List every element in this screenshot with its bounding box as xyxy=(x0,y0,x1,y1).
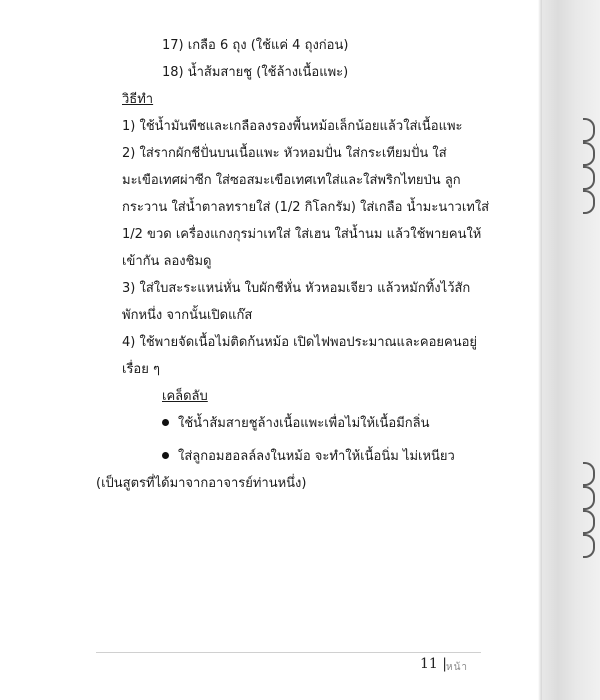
method-line: 2) ใส่รากผักชีปั่นบนเนื้อแพะ หัวหอมปั่น ใส่กระเทียมปั่น ใส่ xyxy=(122,146,447,161)
ingredient-17: 17) เกลือ 6 ถุง (ใช้แค่ 4 ถุงก่อน) xyxy=(162,38,349,53)
method-line: พักหนึ่ง จากนั้นเปิดแก๊ส xyxy=(122,308,253,323)
ingredient-18: 18) น้ำส้มสายชู (ใช้ล้างเนื้อแพะ) xyxy=(162,65,349,80)
footer-divider xyxy=(96,652,481,653)
method-heading: วิธีทำ xyxy=(122,92,154,107)
method-line: เรื่อย ๆ xyxy=(122,362,160,377)
method-line: 3) ใส่ใบสะระแหน่หั่น ใบผักชีหั่น หัวหอมเจียว แล้วหมักทิ้งไว้สัก xyxy=(122,281,471,296)
method-line: 4) ใช้พายจัดเนื้อไม่ติดก้นหม้อ เปิดไฟพอประมาณและคอยคนอยู่ xyxy=(122,335,478,350)
page-label: หน้า xyxy=(446,662,469,673)
tips-heading: เคล็ดลับ xyxy=(162,389,208,404)
method-line: มะเขือเทศผ่าซีก ใส่ซอสมะเขือเทศเทใส่และใส่พริกไทยป่น ลูก xyxy=(122,173,461,188)
binder-edge xyxy=(540,0,600,700)
page-edge-shadow xyxy=(538,0,542,700)
tip-item xyxy=(162,448,455,466)
method-line: กระวาน ใส่น้ำตาลทรายใส่ (1/2 กิโลกรัม) ใส่เกลือ น้ำมะนาวเทใส่ xyxy=(122,200,490,215)
method-line: 1/2 ขวด เครื่องแกงกุรม่าเทใส่ ใส่เฮน ใส่น้ำนม แล้วใช้พายคนให้ xyxy=(122,227,482,242)
bullet-icon xyxy=(162,452,169,459)
method-line: เข้ากัน ลองชิมดู xyxy=(122,254,212,269)
tip-text: ใส่ลูกอมฮอลล์ลงในหม้อ จะทำให้เนื้อนิ่ม ไม่เหนียว xyxy=(178,449,455,464)
page-number: 11 | xyxy=(420,656,447,672)
tip-item xyxy=(162,415,430,433)
source-note: (เป็นสูตรที่ได้มาจากอาจารย์ท่านหนึ่ง) xyxy=(96,476,307,491)
method-line: 1) ใช้น้ำมันพืชและเกลือลงรองพื้นหม้อเล็กน้อยแล้วใส่เนื้อแพะ xyxy=(122,119,463,134)
bullet-icon xyxy=(162,419,169,426)
tip-text: ใช้น้ำส้มสายชูล้างเนื้อแพะเพื่อไม่ให้เนื้อมีกลิ่น xyxy=(178,416,430,431)
